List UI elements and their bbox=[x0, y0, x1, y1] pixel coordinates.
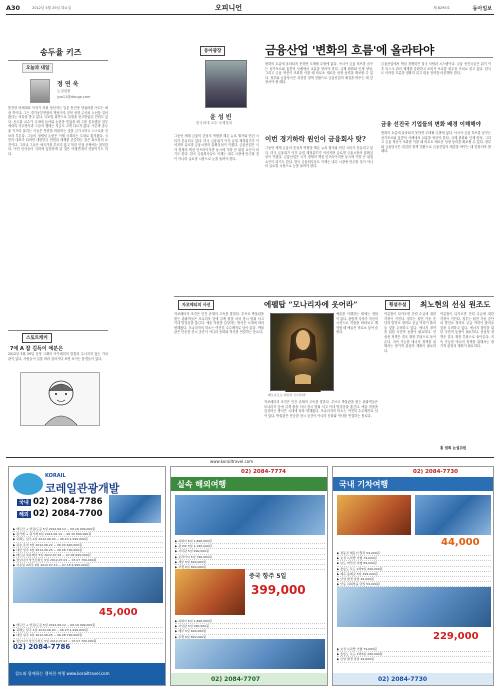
issue-number: 제 8295호 bbox=[433, 6, 450, 10]
list-item[interactable]: ▶ 백두산 + 연길/도문 5일 2012.06.12 ~ 06.16 999,000원 bbox=[13, 527, 163, 532]
overseas-price: 399,000 bbox=[251, 583, 306, 597]
korail-phone-label: 국내 bbox=[19, 500, 29, 506]
main-author-title: 한국외대 교수·국제정치 bbox=[196, 121, 233, 125]
ad-divider bbox=[6, 457, 494, 458]
list-item[interactable]: ▶ 울릉도 독도 2박3일 299,000원 bbox=[337, 567, 491, 572]
mona-lisa-image bbox=[270, 313, 334, 391]
list-item[interactable]: ▶ 안동 하회마을 당일 59,000원 bbox=[337, 582, 491, 587]
author-photo-main bbox=[205, 60, 247, 108]
domestic-phone[interactable]: 02) 2084-7730 bbox=[413, 469, 458, 475]
korail-ad-image bbox=[109, 495, 161, 523]
author-title: 논설위원 bbox=[57, 89, 71, 93]
list-item[interactable]: ▶ 보라카이 5일 790,000원 bbox=[175, 555, 325, 560]
list-item[interactable]: ▶ 하와이 6일 1,890,000원 bbox=[175, 619, 325, 624]
image-caption: 레오나르도 다빈치 ‘모나리자’ bbox=[268, 393, 307, 397]
domestic-price: 44,000 bbox=[441, 537, 480, 548]
paper-name: 동아일보 bbox=[472, 6, 492, 12]
overseas-title: 실속 해외여행 bbox=[171, 477, 328, 491]
right-body-col2: 여름철이 다가오면 전력 수급에 대한 걱정이 커진다. 정부는 원전 가동 중단과 발전소 정비로 공급 여력이 줄어들 것을 우려하고 있다. 에너지 절약을 위한 국민적 동참이 필요하다. 선심성 정책은 결국 재정 부담으로 돌아온다. 지속 가능한 에너지 정책을 위해서는 장기적 관점의 계획이 필요하다. bbox=[440, 312, 494, 349]
divider bbox=[8, 330, 108, 331]
list-item[interactable]: ▶ 정동진 해돋이 열차 59,000원 bbox=[337, 551, 491, 556]
domestic-title: 국내 기차여행 bbox=[333, 477, 494, 491]
domestic-ad-image2 bbox=[415, 495, 491, 535]
cartoon-illustration bbox=[20, 372, 100, 426]
list-item[interactable]: ▶ 울릉도 독도 2박3일 299,000원 bbox=[337, 652, 491, 657]
issue-date: 2012년 5월 29일 화요일 bbox=[32, 6, 72, 10]
main-body-col3: 그동안 세계 금융의 중심지 역할을 해온 뉴욕 월가와 런던 시티가 흔들리고 있다. 미국 금융위기 이후 유럽 재정위기가 이어지며 글로벌 금융시장의 불확실성이 커졌다. 금융산업은 국가 경제의 핵심 인프라이지만 동시에 가장 큰 위험 요인이 되기도 한다. 한국 금융회사들도 이제는 내수 시장에 안주할 것이 아니라 글로벌 시장으로 눈을 돌려야 한다. bbox=[265, 146, 373, 169]
list-item[interactable]: ▶ 푸켓 6일 890,000원 bbox=[175, 635, 325, 640]
list-item[interactable]: ▶ 캄보디아 앙코르와트 5일 2012.07.03 ~ 07.07 799,000원 bbox=[13, 558, 163, 563]
overseas-ad-image bbox=[175, 495, 325, 535]
author-email: jyw11@donga.com bbox=[57, 95, 91, 99]
page-number: A30 bbox=[6, 4, 21, 12]
mid-article-body3: 자코메티의 조각은 인간 존재의 고독을 말한다. 루브르 박물관을 찾는 관광객들은 모나리자 앞에 길게 줄을 서서 잠시 멈춰 서고 이내 발걸음을 옮긴다. 예술 작품을 감상하는 방식은 시대에 따라 변해왔다. 모나리자의 미소는 여전히 수수께끼로 남아 있다. 박물관은 단순한 전시 공간이 아니라 문화와 역사를 연결하는 통로다. bbox=[264, 400, 378, 418]
list-item[interactable]: ▶ 남도 바닷길 여행 89,000원 bbox=[337, 561, 491, 566]
cartoon-badge: 스토트캐커 bbox=[22, 333, 52, 343]
mid-article-headline: 에펠탑 “모나리자에 웃어라” bbox=[264, 300, 358, 309]
list-item[interactable]: ▶ 괌 PIC 5일 1,190,000원 bbox=[175, 544, 325, 549]
list-item[interactable]: ▶ 보성 녹차밭 기행 79,000원 bbox=[337, 556, 491, 561]
domestic-list2 bbox=[337, 647, 491, 663]
korail-price: 45,000 bbox=[99, 607, 138, 618]
list-item[interactable]: ▶ 푸켓 6일 890,000원 bbox=[175, 565, 325, 570]
author-name: 정 연 욱 bbox=[57, 81, 79, 88]
main-body-col5: 변화의 흐름에 올라타지 못하면 도태될 수밖에 없다. 아시아 금융 허브를 꿈꾸는 싱가포르와 홍콩의 사례에서 교훈을 얻어야 한다. 규제 완화와 인재 양성, 그리고 금융 혁신이 조화를 이룰 때 비로소 새로운 성장 동력을 확보할 수 있다. 정부와 금융당국은 과감한 정책 전환으로 금융산업의 체질을 바꾸는 데 앞장서야 할 때다. bbox=[381, 131, 491, 154]
main-body-col1: 그동안 세계 금융의 중심지 역할을 해온 뉴욕 월가와 런던 시티가 흔들리고 있다. 미국 금융위기 이후 유럽 재정위기가 이어지며 글로벌 금융시장의 불확실성이 커졌다. 금융산업은 국가 경제의 핵심 인프라이지만 동시에 가장 큰 위험 요인이 되기도 한다. 한국 금융회사들도 이제는 내수 시장에 안주할 것이 아니라 글로벌 시장으로 눈을 돌려야 한다. bbox=[174, 134, 259, 161]
cartoon-title: 7에 A 잡 김득이 에분은 bbox=[10, 346, 63, 352]
cartoon-body: 2012년 5월 29일 김영 그래의 아카데미의 말씀과 무너지지 않는 가치관이 있다. 사람들이 길을 따라 걸어가다 보면 보이는 풍경들이 있다. bbox=[8, 352, 108, 361]
list-item[interactable]: ▶ 큐슈 온천 3일 2012.06.22 ~ 06.24 690,000원 bbox=[13, 543, 163, 548]
korail-footer[interactable]: 철도와 함께하는 행복한 여행 www.korailtravel.com bbox=[9, 663, 166, 686]
list-item[interactable]: ▶ 장가계 + 원가계 6일 2012.06.14 ~ 06.19 899,000원 bbox=[13, 532, 163, 537]
main-author-name: 윤 성 빈 bbox=[210, 114, 232, 121]
domestic-train-ad[interactable] bbox=[332, 466, 494, 686]
overseas-ad-image2 bbox=[175, 569, 245, 615]
divider bbox=[8, 60, 108, 61]
list-item[interactable]: ▶ 사이판 5일 990,000원 bbox=[175, 624, 325, 629]
main-column-badge: 동아광장 bbox=[200, 46, 225, 56]
divider bbox=[265, 57, 493, 58]
list-item[interactable]: ▶ 세부 5일 690,000원 bbox=[175, 560, 325, 565]
korail-name: 코레일관광개발 bbox=[45, 482, 120, 495]
main-body-col2: 변화의 흐름에 올라타지 못하면 도태될 수밖에 없다. 아시아 금융 허브를 꿈꾸는 싱가포르와 홍콩의 사례에서 교훈을 얻어야 한다. 규제 완화와 인재 양성, 그리고 금융 혁신이 조화를 이룰 때 비로소 새로운 성장 동력을 확보할 수 있다. 정부와 금융당국은 과감한 정책 전환으로 금융산업의 체질을 바꾸는 데 앞장서야 할 때다. bbox=[265, 62, 373, 85]
mid-article-body2: 예술을 이해하는 데에는 정답이 없다. 관람객 각자가 자신의 시선으로 작품을 바라보고 해석할 때 예술은 비로소 살아 숨 쉰다. bbox=[336, 312, 378, 335]
korail-phone-bottom[interactable]: 02) 2084-7786 bbox=[13, 643, 71, 651]
korail-ad[interactable] bbox=[8, 466, 166, 686]
list-item[interactable]: ▶ 하와이 6일 1,890,000원 bbox=[175, 539, 325, 544]
korail-list2 bbox=[13, 623, 163, 644]
list-item[interactable]: ▶ 대만 일주 4일 2012.06.25 ~ 06.28 790,000원 bbox=[13, 548, 163, 553]
list-item[interactable]: ▶ 북해도 일주 4일 2012.06.20 ~ 06.23 1,290,000원 bbox=[13, 537, 163, 542]
overseas-travel-ad[interactable] bbox=[170, 466, 328, 686]
main-headline: 금융산업 '변화의 흐름'에 올라타야 bbox=[265, 43, 434, 57]
domestic-footer[interactable]: 02) 2084-7730 bbox=[333, 673, 494, 686]
author-photo bbox=[30, 79, 50, 103]
domestic-ad-banner bbox=[337, 587, 491, 627]
domestic-ad-image bbox=[337, 495, 411, 535]
section-title: 오피니언 bbox=[215, 4, 243, 12]
overseas-highlight: 중국 항주 5일 bbox=[249, 573, 287, 580]
korail-brand: KORAIL bbox=[45, 473, 66, 479]
korail-phone2-label: 해외 bbox=[19, 512, 29, 518]
list-item[interactable]: ▶ 사이판 5일 990,000원 bbox=[175, 549, 325, 554]
main-body-col4: 금융산업에서 핵심 경쟁력은 결국 사람과 시스템이다. 금융 선진국들은 위기 이후 리스크 관리 체계를 강화하고 소비자 보호를 최우선 가치로 삼고 있다. 한국도 이러한 흐름을 정확히 읽고 대응 전략을 마련해야 한다. bbox=[381, 62, 491, 76]
main-subhead2: 금융 선진국 기업들의 변화 배경 이해해야 bbox=[381, 122, 481, 128]
overseas-list bbox=[175, 539, 325, 570]
korail-list bbox=[13, 527, 163, 569]
column-badge: 오늘과 내일 bbox=[22, 63, 53, 73]
list-item[interactable]: ▶ 단양 팔경 당일 49,000원 bbox=[337, 657, 491, 662]
right-column-badge: 횡설수설 bbox=[385, 300, 410, 310]
list-item[interactable]: ▶ 제주 올레길 3일 399,000원 bbox=[337, 572, 491, 577]
right-body-col1: 여름철이 다가오면 전력 수급에 대한 걱정이 커진다. 정부는 원전 가동 중단과 발전소 정비로 공급 여력이 줄어들 것을 우려하고 있다. 에너지 절약을 위한 국민적 동참이 필요하다. 선심성 정책은 결국 재정 부담으로 돌아온다. 지속 가능한 에너지 정책을 위해서는 장기적 관점의 계획이 필요하다. bbox=[384, 312, 436, 353]
list-item[interactable]: ▶ 서유럽 4개국 9일 2012.07.10 ~ 07.18 2,990,000원 bbox=[13, 563, 163, 568]
korail-ad-banner bbox=[13, 567, 163, 603]
right-headline: 최노현의 선심 원조도 bbox=[420, 300, 491, 309]
domestic-list bbox=[337, 551, 491, 587]
overseas-ad-banner bbox=[175, 639, 325, 669]
overseas-phone2[interactable]: 02) 2084-7707 bbox=[171, 673, 328, 686]
list-item[interactable]: ▶ 단양 팔경 당일 49,000원 bbox=[337, 577, 491, 582]
korail-phone[interactable]: 02) 2084-7786 bbox=[33, 497, 103, 507]
list-item[interactable]: ▶ 백두산 + 연길/도문 5일 2012.06.12 ~ 06.16 999,000원 bbox=[13, 623, 163, 628]
ad-url[interactable]: www.koraiItravel.com bbox=[210, 459, 254, 464]
list-item[interactable]: ▶ 북해도 일주 4일 2012.06.20 ~ 06.23 1,290,000원 bbox=[13, 628, 163, 633]
domestic-price2: 229,000 bbox=[433, 631, 479, 642]
mid-article-body1: 자코메티의 조각은 인간 존재의 고독을 말한다. 루브르 박물관을 찾는 관광객들은 모나리자 앞에 길게 줄을 서서 잠시 멈춰 서고 이내 발걸음을 옮긴다. 예술 작품을 감상하는 방식은 시대에 따라 변해왔다. 모나리자의 미소는 여전히 수수께끼로 남아 있다. 박물관은 단순한 전시 공간이 아니라 문화와 역사를 연결하는 통로다. bbox=[174, 312, 264, 335]
list-item[interactable]: ▶ 대만 일주 4일 2012.06.25 ~ 06.28 790,000원 bbox=[13, 633, 163, 638]
overseas-phone[interactable]: 02) 2084-7774 bbox=[241, 469, 286, 475]
korail-logo-icon bbox=[13, 473, 43, 495]
left-column-title: 송두율 키즈 bbox=[40, 47, 82, 57]
list-item[interactable]: ▶ 보성 녹차밭 기행 79,000원 bbox=[337, 647, 491, 652]
header-rule bbox=[6, 14, 494, 15]
right-signature: 홍 권희 논설위원 bbox=[440, 446, 467, 450]
overseas-list2 bbox=[175, 619, 325, 640]
list-item[interactable]: ▶ 캄보디아 앙코르와트 5일 2012.07.03 ~ 07.07 799,000원 bbox=[13, 639, 163, 644]
main-subhead: 이번 경기하락 원인이 금융회사 탓? bbox=[265, 135, 366, 143]
list-item[interactable]: ▶ 베트남 하롱베이 5일 2012.07.02 ~ 07.06 699,000원 bbox=[13, 553, 163, 558]
korail-phone2[interactable]: 02) 2084-7700 bbox=[33, 509, 103, 519]
divider bbox=[174, 296, 494, 297]
list-item[interactable]: ▶ 세부 5일 690,000원 bbox=[175, 629, 325, 634]
mid-article-badge: 자코메티의 사선 bbox=[178, 300, 214, 310]
left-column-body: 통진당 비례대표 이석기 의원 당선자는 일본 통진당 당권파를 이끄는 좌장 격이다. 그는 경기동부연합의 핵심이자 친북 성향 주사파 노선을 걸어왔다는 의혹을 받고 있다. 국보법 위반으로 실형을 선고받았던 전력도 있다. 송두율 교수가 국내에 들어와 논란을 빚었을 때 그를 옹호했던 일부 세력의 사고방식과 그들의 행태는 지금도 크게 다르지 않다. 이른바 송두율 키즈라 불리는 이들은 북한을 비판하는 것을 금기시하고 스스로를 진보라 부른다. 그들의 정체성 논란은 이제 국회라는 무대로 옮겨왔다. 국민의 대표가 되려면 대한민국 헌법과 체제를 존중하는 것은 최소한의 요건이다. 그러나 그들은 애국가를 부르지 않고 북한 인권 문제에는 침묵한다. 이런 인사들이 국회에 입성하게 된 것은 야권연대의 산물이기도 하다. bbox=[8, 106, 108, 156]
